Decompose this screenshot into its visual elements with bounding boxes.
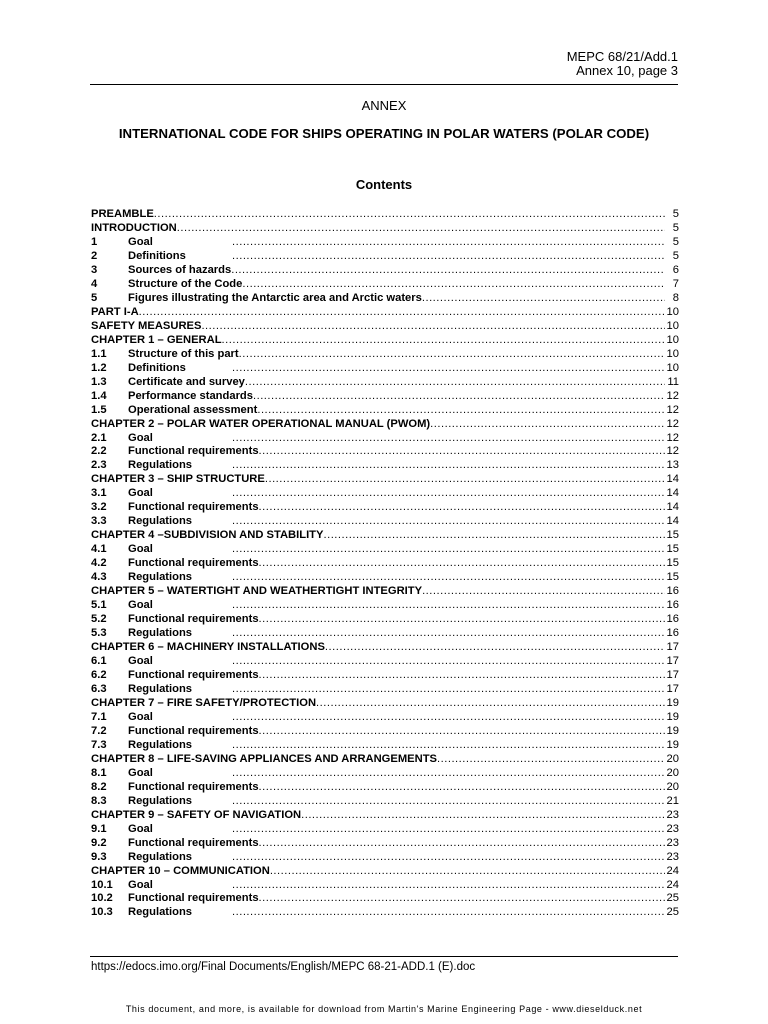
- toc-entry-number: 4.3: [91, 571, 107, 584]
- toc-entry: [91, 472, 679, 486]
- toc-entry-page: 14: [666, 501, 679, 514]
- toc-entry-title: Goal: [128, 431, 232, 445]
- toc-entry-number: 5.3: [91, 627, 107, 640]
- toc-entry-number: 7.2: [91, 724, 107, 737]
- toc-entry: [91, 291, 679, 305]
- toc-entry-title: Regulations: [128, 626, 232, 640]
- toc-entry: [91, 570, 679, 584]
- toc-entry-title: CHAPTER 5 – WATERTIGHT AND WEATHERTIGHT INTEGRITY: [91, 585, 423, 598]
- toc-entry: [91, 654, 679, 668]
- toc-entry-title: Goal: [128, 878, 232, 892]
- toc-entry-leader: [91, 891, 665, 905]
- toc-entry-page: 16: [666, 613, 679, 626]
- toc-entry-title: SAFETY MEASURES: [91, 319, 202, 332]
- toc-entry-page: 25: [666, 906, 679, 919]
- toc-entry-title: Functional requirements: [128, 836, 259, 849]
- toc-entry-leader: [91, 347, 665, 361]
- toc-entry-page: 16: [666, 585, 679, 598]
- toc-entry-page: 25: [666, 892, 679, 905]
- toc-entry: [91, 905, 679, 919]
- toc-entry-title: Functional requirements: [128, 445, 259, 458]
- toc-entry-page: 5: [665, 221, 679, 235]
- toc-entry-title: Functional requirements: [128, 892, 259, 905]
- toc-entry-page: 17: [666, 655, 679, 667]
- toc-entry-title: Functional requirements: [128, 668, 259, 681]
- toc-entry-page: 24: [666, 878, 679, 891]
- toc-entry-number: 9.3: [91, 850, 107, 863]
- toc-entry-leader: [91, 808, 665, 822]
- toc-entry-page: 15: [666, 571, 679, 584]
- toc-entry-page: 19: [666, 724, 679, 737]
- toc-entry-title: Goal: [128, 486, 232, 500]
- toc-entry-page: 8: [665, 291, 679, 305]
- toc-entry-leader: [91, 668, 665, 682]
- toc-entry-leader: [91, 822, 665, 836]
- toc-entry-title: Sources of hazards: [128, 263, 232, 276]
- table-of-contents: [91, 207, 679, 919]
- toc-entry: [91, 221, 679, 235]
- annex-page-reference: Annex 10, page 3: [576, 63, 678, 78]
- toc-entry: [91, 417, 679, 431]
- toc-entry-number: 7.3: [91, 738, 107, 751]
- toc-entry-page: 11: [665, 375, 679, 389]
- toc-entry-leader: [91, 458, 665, 472]
- toc-entry-title: Goal: [128, 766, 232, 780]
- toc-entry-number: 10.1: [91, 878, 113, 891]
- toc-entry-number: 2.2: [91, 445, 107, 458]
- toc-entry: [91, 542, 679, 556]
- toc-entry-page: 17: [666, 668, 679, 681]
- toc-entry-leader: [91, 514, 665, 528]
- toc-entry-leader: [91, 444, 665, 458]
- toc-entry-title: Regulations: [128, 850, 232, 864]
- toc-entry-title: Regulations: [128, 682, 232, 696]
- toc-entry-title: Performance standards: [128, 389, 253, 402]
- toc-entry: [91, 305, 679, 319]
- toc-entry-number: 2.3: [91, 459, 107, 472]
- toc-entry: [91, 375, 679, 389]
- toc-entry-leader: [91, 710, 665, 724]
- toc-entry-page: 12: [666, 403, 679, 416]
- toc-entry: [91, 738, 679, 752]
- toc-entry-leader: [91, 626, 665, 640]
- toc-entry-leader: [91, 584, 665, 598]
- toc-entry: [91, 431, 679, 445]
- toc-entry-page: 14: [666, 473, 679, 486]
- toc-entry-leader: [91, 556, 665, 570]
- toc-entry-leader: [91, 640, 665, 654]
- toc-entry-page: 23: [666, 836, 679, 849]
- toc-entry-page: 23: [666, 822, 679, 835]
- toc-entry-page: 15: [666, 529, 679, 542]
- toc-entry-number: 6.3: [91, 682, 107, 695]
- toc-entry-leader: [91, 542, 665, 556]
- toc-entry-page: 20: [666, 752, 679, 765]
- toc-entry-title: Functional requirements: [128, 613, 259, 626]
- toc-entry-leader: [91, 752, 665, 766]
- toc-entry-page: 19: [666, 696, 679, 709]
- toc-entry-number: 1.3: [91, 375, 107, 388]
- toc-entry-page: 10: [666, 305, 679, 318]
- toc-entry-title: Structure of the Code: [128, 277, 243, 290]
- toc-entry-page: 17: [666, 641, 679, 654]
- toc-entry-title: Goal: [128, 542, 232, 556]
- toc-entry-leader: [91, 836, 665, 850]
- toc-entry: [91, 235, 679, 249]
- toc-entry: [91, 389, 679, 403]
- document-symbol: MEPC 68/21/Add.1: [566, 49, 678, 64]
- toc-entry-page: 5: [665, 207, 679, 221]
- toc-entry: [91, 584, 679, 598]
- toc-entry-leader: [91, 361, 665, 375]
- toc-entry-number: 7.1: [91, 710, 107, 723]
- toc-entry-number: 4: [91, 277, 98, 290]
- toc-entry-page: 17: [666, 682, 679, 695]
- toc-entry-page: 15: [666, 543, 679, 556]
- toc-entry: [91, 263, 679, 277]
- toc-entry-leader: [91, 682, 665, 696]
- toc-entry-title: Goal: [128, 654, 232, 668]
- toc-entry-title: CHAPTER 3 – SHIP STRUCTURE: [91, 473, 265, 486]
- toc-entry-title: Goal: [128, 598, 232, 612]
- toc-entry: [91, 766, 679, 780]
- toc-entry-page: 12: [666, 445, 679, 458]
- toc-entry-page: 20: [666, 780, 679, 793]
- toc-entry-title: Regulations: [128, 794, 232, 808]
- toc-entry-page: 14: [666, 515, 679, 528]
- toc-entry-title: Structure of this part: [128, 347, 239, 360]
- page-header: [567, 50, 678, 78]
- toc-entry-number: 1.4: [91, 389, 107, 402]
- toc-entry-leader: [91, 472, 665, 486]
- toc-entry-title: Functional requirements: [128, 501, 259, 514]
- toc-entry-title: CHAPTER 2 – POLAR WATER OPERATIONAL MANUAL (PWOM): [91, 417, 431, 430]
- toc-entry-title: Regulations: [128, 570, 232, 584]
- toc-entry-title: PREAMBLE: [91, 208, 154, 220]
- toc-entry-leader: [91, 235, 665, 249]
- toc-entry-number: 10.3: [91, 906, 113, 919]
- toc-entry-page: 14: [666, 487, 679, 500]
- toc-entry: [91, 780, 679, 794]
- toc-entry-number: 1.1: [91, 347, 107, 360]
- toc-entry-title: Goal: [128, 710, 232, 724]
- toc-entry-number: 6.2: [91, 668, 107, 681]
- toc-entry: [91, 444, 679, 458]
- toc-entry-title: Operational assessment: [128, 403, 258, 416]
- toc-entry-page: 12: [666, 389, 679, 402]
- toc-entry-number: 10.2: [91, 892, 113, 905]
- toc-entry-page: 23: [666, 808, 679, 821]
- toc-entry: [91, 333, 679, 347]
- toc-entry-leader: [91, 570, 665, 584]
- toc-entry-page: 16: [666, 599, 679, 612]
- toc-entry-leader: [91, 375, 665, 389]
- toc-entry-leader: [91, 696, 665, 710]
- toc-entry-title: Regulations: [128, 738, 232, 752]
- toc-entry: [91, 808, 679, 822]
- toc-entry-page: 19: [666, 738, 679, 751]
- toc-entry-leader: [91, 305, 665, 319]
- toc-entry: [91, 347, 679, 361]
- toc-entry-page: 12: [666, 431, 679, 444]
- toc-entry-number: 6.1: [91, 655, 107, 667]
- toc-entry-page: 21: [666, 794, 679, 807]
- toc-entry: [91, 403, 679, 417]
- toc-entry-page: 6: [665, 263, 679, 277]
- footer-file-path: https://edocs.imo.org/Final Documents/English/MEPC 68-21-ADD.1 (E).doc: [91, 961, 476, 973]
- toc-entry-leader: [91, 864, 665, 878]
- toc-entry-leader: [91, 500, 665, 514]
- toc-entry: [91, 249, 679, 263]
- toc-entry-number: 8.2: [91, 780, 107, 793]
- toc-entry-page: 20: [666, 766, 679, 779]
- toc-entry-page: 13: [666, 459, 679, 472]
- toc-entry-leader: [91, 878, 665, 892]
- toc-entry: [91, 864, 679, 878]
- footer-divider: [90, 956, 678, 957]
- footer-promo-text: This document, and more, is available for download from Martin's Marine Engineering Page - www.dieselduck.net: [125, 1004, 643, 1014]
- toc-entry: [91, 836, 679, 850]
- toc-entry-number: 3.2: [91, 501, 107, 514]
- toc-entry-leader: [91, 766, 665, 780]
- toc-entry-leader: [91, 263, 665, 277]
- toc-entry: [91, 500, 679, 514]
- toc-entry-title: Definitions: [128, 361, 232, 375]
- toc-entry-page: 10: [666, 347, 679, 360]
- toc-entry: [91, 361, 679, 375]
- toc-entry-page: 10: [666, 319, 679, 332]
- toc-entry: [91, 626, 679, 640]
- toc-entry: [91, 696, 679, 710]
- toc-entry-title: CHAPTER 8 – LIFE-SAVING APPLIANCES AND ARRANGEMENTS: [91, 752, 438, 765]
- contents-heading: Contents: [355, 177, 413, 192]
- toc-entry-title: Certificate and survey: [128, 375, 245, 388]
- toc-entry-page: 16: [666, 627, 679, 640]
- toc-entry-leader: [91, 598, 665, 612]
- toc-entry: [91, 710, 679, 724]
- toc-entry: [91, 724, 679, 738]
- toc-entry-number: 2: [91, 249, 98, 262]
- annex-label: ANNEX: [361, 98, 407, 113]
- toc-entry: [91, 668, 679, 682]
- toc-entry-leader: [91, 850, 665, 864]
- toc-entry: [91, 528, 679, 542]
- toc-entry-title: INTRODUCTION: [91, 221, 177, 234]
- toc-entry-title: Figures illustrating the Antarctic area and Arctic waters: [128, 291, 422, 304]
- toc-entry-title: CHAPTER 1 – GENERAL: [91, 333, 222, 346]
- toc-entry-leader: [91, 389, 665, 403]
- toc-entry-leader: [91, 780, 665, 794]
- toc-entry-title: CHAPTER 6 – MACHINERY INSTALLATIONS: [91, 641, 325, 654]
- toc-entry-leader: [91, 794, 665, 808]
- toc-entry-title: Functional requirements: [128, 557, 259, 570]
- toc-entry-number: 4.2: [91, 557, 107, 570]
- document-title: INTERNATIONAL CODE FOR SHIPS OPERATING IN POLAR WATERS (POLAR CODE): [118, 126, 650, 141]
- toc-entry: [91, 891, 679, 905]
- toc-entry-leader: [91, 207, 665, 221]
- toc-entry-title: CHAPTER 4 –SUBDIVISION AND STABILITY: [91, 529, 324, 542]
- toc-entry: [91, 207, 679, 221]
- toc-entry-title: CHAPTER 9 – SAFETY OF NAVIGATION: [91, 808, 302, 821]
- toc-entry: [91, 850, 679, 864]
- toc-entry-number: 4.1: [91, 543, 107, 556]
- toc-entry-title: Regulations: [128, 514, 232, 528]
- toc-entry: [91, 319, 679, 333]
- toc-entry-number: 3: [91, 263, 98, 276]
- toc-entry-leader: [91, 277, 665, 291]
- toc-entry-page: 15: [666, 557, 679, 570]
- toc-entry-page: 5: [665, 249, 679, 263]
- toc-entry-number: 5: [91, 291, 98, 304]
- toc-entry-leader: [91, 612, 665, 626]
- toc-entry-title: Functional requirements: [128, 724, 259, 737]
- toc-entry: [91, 612, 679, 626]
- toc-entry-title: Goal: [128, 235, 232, 249]
- toc-entry-leader: [91, 403, 665, 417]
- toc-entry: [91, 682, 679, 696]
- toc-entry-leader: [91, 319, 665, 333]
- toc-entry: [91, 640, 679, 654]
- toc-entry-number: 8.1: [91, 766, 107, 779]
- toc-entry-title: CHAPTER 10 – COMMUNICATION: [91, 864, 270, 877]
- toc-entry-page: 19: [666, 710, 679, 723]
- toc-entry-number: 5.2: [91, 613, 107, 626]
- toc-entry: [91, 598, 679, 612]
- toc-entry-title: Goal: [128, 822, 232, 836]
- toc-entry-title: PART I-A: [91, 305, 139, 318]
- toc-entry: [91, 277, 679, 291]
- toc-entry-title: Regulations: [128, 905, 232, 919]
- toc-entry: [91, 794, 679, 808]
- toc-entry-number: 3.3: [91, 515, 107, 528]
- toc-entry: [91, 752, 679, 766]
- header-divider: [90, 84, 678, 85]
- toc-entry-leader: [91, 528, 665, 542]
- toc-entry-number: 1.5: [91, 403, 107, 416]
- toc-entry-number: 1: [91, 235, 98, 248]
- toc-entry: [91, 486, 679, 500]
- toc-entry-leader: [91, 333, 665, 347]
- toc-entry-leader: [91, 905, 665, 919]
- toc-entry-page: 5: [665, 235, 679, 249]
- toc-entry-page: 24: [666, 864, 679, 877]
- toc-entry-title: CHAPTER 7 – FIRE SAFETY/PROTECTION: [91, 696, 317, 709]
- toc-entry-leader: [91, 431, 665, 445]
- toc-entry-leader: [91, 249, 665, 263]
- toc-entry-number: 1.2: [91, 361, 107, 374]
- toc-entry-page: 7: [665, 277, 679, 291]
- toc-entry-page: 10: [666, 333, 679, 346]
- toc-entry-leader: [91, 486, 665, 500]
- toc-entry-leader: [91, 417, 665, 431]
- toc-entry-number: 5.1: [91, 599, 107, 612]
- toc-entry-leader: [91, 738, 665, 752]
- toc-entry-title: Functional requirements: [128, 780, 259, 793]
- toc-entry-page: 23: [666, 850, 679, 863]
- toc-entry: [91, 822, 679, 836]
- toc-entry: [91, 556, 679, 570]
- toc-entry: [91, 458, 679, 472]
- toc-entry: [91, 878, 679, 892]
- toc-entry-number: 3.1: [91, 487, 107, 500]
- toc-entry-number: 9.2: [91, 836, 107, 849]
- toc-entry: [91, 514, 679, 528]
- toc-entry-leader: [91, 724, 665, 738]
- toc-entry-leader: [91, 654, 665, 668]
- toc-entry-title: Regulations: [128, 458, 232, 472]
- toc-entry-number: 2.1: [91, 431, 107, 444]
- toc-entry-leader: [91, 221, 665, 235]
- toc-entry-page: 12: [666, 417, 679, 430]
- toc-entry-number: 8.3: [91, 794, 107, 807]
- toc-entry-leader: [91, 291, 665, 305]
- toc-entry-page: 10: [666, 361, 679, 374]
- toc-entry-number: 9.1: [91, 822, 107, 835]
- toc-entry-title: Definitions: [128, 249, 232, 263]
